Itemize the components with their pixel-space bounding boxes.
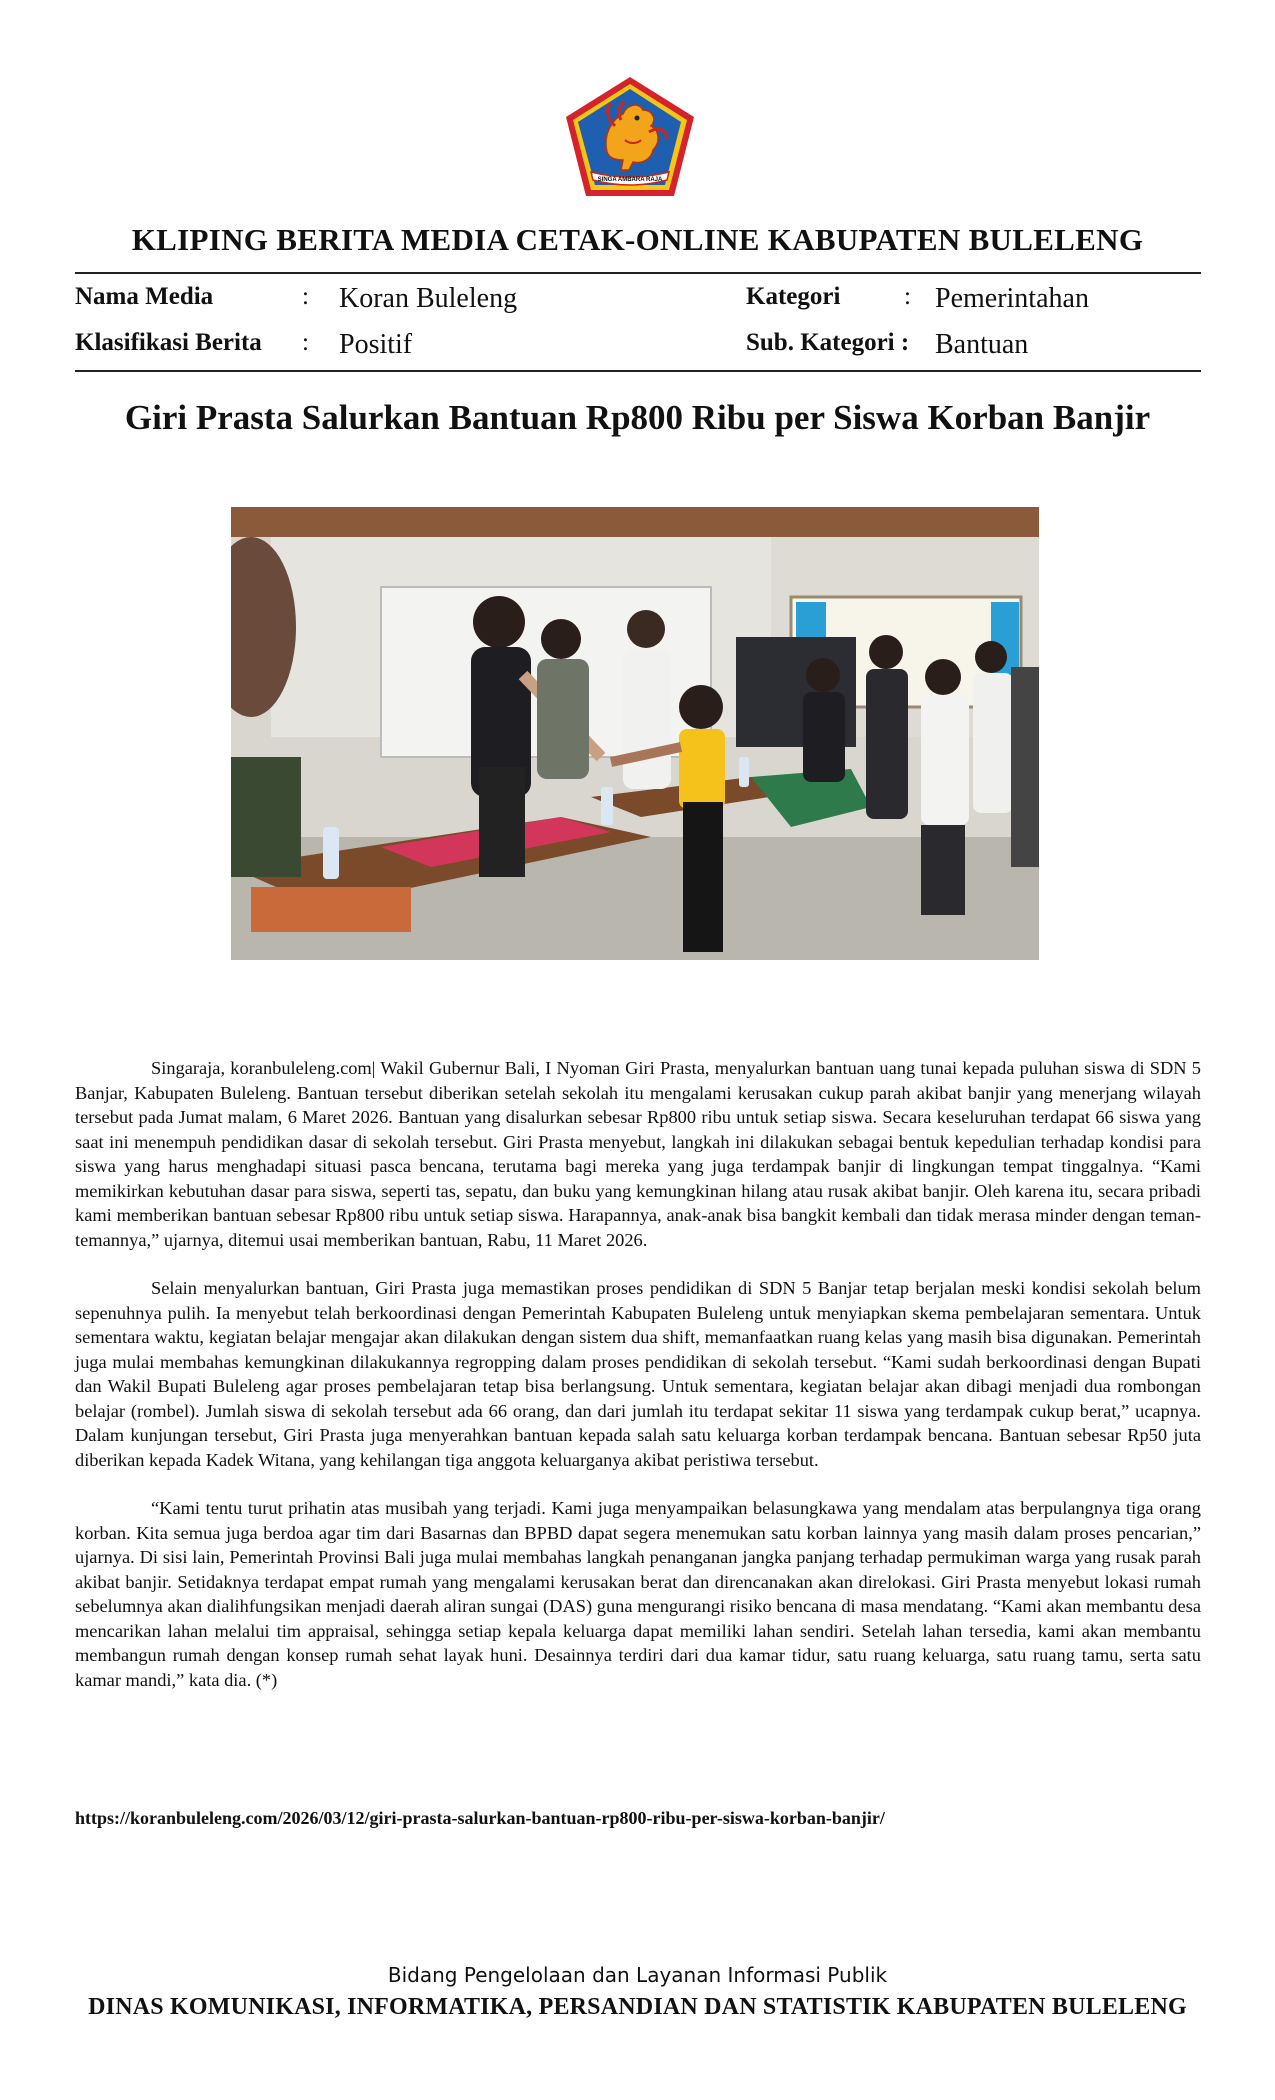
article-paragraph-1: Singaraja, koranbuleleng.com| Wakil Gubernur Bali, I Nyoman Giri Prasta, menyalurkan bantuan uang tunai kepada puluhan siswa di SDN 5 Banjar, Kabupaten Buleleng. Bantuan tersebut diberikan setelah sekolah itu mengalami kerusakan cukup parah akibat banjir yang menerjang wilayah tersebut pada Jumat malam, 6 Maret 2026. Bantuan yang disalurkan sebesar Rp800 ribu untuk setiap siswa. Secara keseluruhan terdapat 66 siswa yang saat ini menempuh pendidikan dasar di sekolah tersebut. Giri Prasta menyebut, langkah ini dilakukan sebagai bentuk kepedulian terhadap kondisi para siswa yang harus menghadapi situasi pasca bencana, terutama bagi mereka yang juga terdampak banjir di lingkungan tempat tinggalnya. “Kami memikirkan kebutuhan dasar para siswa, seperti tas, sepatu, dan buku yang kemungkinan hilang atau rusak akibat banjir. Oleh karena itu, secara pribadi kami memberikan bantuan sebesar Rp800 ribu untuk setiap siswa. Harapannya, anak-anak bisa bangkit kembali dan tidak merasa minder dengan teman-temannya,” ujarnya, ditemui usai memberikan bantuan, Rabu, 11 Maret 2026. [75, 1058, 1201, 1250]
media-name-value: Koran Buleleng [339, 283, 518, 314]
subcategory-label: Sub. Kategori : [746, 329, 910, 356]
article-body [75, 1056, 1201, 1716]
classification-colon: : [302, 329, 309, 356]
classroom-photo-illustration [231, 507, 1039, 960]
buleleng-crest-icon [563, 74, 697, 200]
media-name-label: Nama Media [75, 283, 214, 310]
source-url-link[interactable]: https://koranbuleleng.com/2026/03/12/giri-prasta-salurkan-bantuan-rp800-ribu-per-siswa-korban-banjir/ [75, 1808, 885, 1828]
article-paragraph-2: Selain menyalurkan bantuan, Giri Prasta juga memastikan proses pendidikan di SDN 5 Banjar tetap berjalan meski kondisi sekolah belum sepenuhnya pulih. Ia menyebut telah berkoordinasi dengan Pemerintah Kabupaten Buleleng untuk menyiapkan skema pembelajaran sementara. Untuk sementara waktu, kegiatan belajar mengajar akan dilakukan dengan sistem dua shift, memanfaatkan ruang kelas yang masih bisa digunakan. Pemerintah juga mulai membahas kemungkinan dilakukannya regropping dalam proses pendidikan di sekolah tersebut. “Kami sudah berkoordinasi dengan Bupati dan Wakil Bupati Buleleng agar proses pembelajaran tetap bisa berlangsung. Untuk sementara, kegiatan belajar akan dibagi menjadi dua rombongan belajar (rombel). Jumlah siswa di sekolah tersebut ada 66 orang, dan dari jumlah itu terdapat sekitar 11 siswa yang terdampak cukup berat,” ucapnya. Dalam kunjungan tersebut, Giri Prasta juga menyerahkan bantuan kepada salah satu keluarga korban terdampak bencana. Bantuan sebesar Rp50 juta diberikan kepada Kadek Witana, yang kehilangan tiga anggota keluarganya akibat peristiwa tersebut. [75, 1278, 1201, 1470]
classification-label: Klasifikasi Berita [75, 329, 262, 356]
category-colon: : [904, 283, 911, 310]
article-headline: Giri Prasta Salurkan Bantuan Rp800 Ribu per Siswa Korban Banjir [124, 398, 1151, 437]
classification-value: Positif [339, 329, 413, 360]
article-paragraph-3: “Kami tentu turut prihatin atas musibah yang terjadi. Kami juga menyampaikan belasungkawa yang mendalam atas berpulangnya tiga orang korban. Kita semua juga berdoa agar tim dari Basarnas dan BPBD dapat segera menemukan satu korban lainnya yang masih dalam proses pencarian,” ujarnya. Di sisi lain, Pemerintah Provinsi Bali juga mulai membahas langkah penanganan jangka panjang terhadap permukiman warga yang rusak parah akibat banjir. Setidaknya terdapat empat rumah yang mengalami kerusakan berat dan direncanakan akan direlokasi. Giri Prasta menyebut lokasi rumah sebelumnya akan dialihfungsikan menjadi daerah aliran sungai (DAS) guna mengurangi risiko bencana di masa mendatang. “Kami akan membantu desa mencarikan lahan melalui tim appraisal, sehingga setiap kepala keluarga dapat memiliki lahan sendiri. Setelah lahan tersedia, kami akan membantu membangun rumah dengan konsep rumah sehat layak huni. Desainnya terdiri dari dua kamar tidur, satu ruang keluarga, satu ruang tamu, serta satu kamar mandi,” kata dia. (*) [75, 1498, 1201, 1690]
buleleng-crest-logo [563, 74, 697, 200]
header-bottom-divider [75, 370, 1201, 372]
news-photo [231, 507, 1039, 960]
footer-agency-name: DINAS KOMUNIKASI, INFORMATIKA, PERSANDIAN DAN STATISTIK KABUPATEN BULELENG [88, 1994, 1187, 2020]
footer-unit-name: Bidang Pengelolaan dan Layanan Informasi Publik [387, 1963, 888, 1987]
category-value: Pemerintahan [935, 283, 1089, 314]
subcategory-value: Bantuan [935, 329, 1029, 360]
media-name-colon: : [302, 283, 309, 310]
category-label: Kategori [746, 283, 841, 310]
header-top-divider [75, 272, 1201, 274]
svg-text:SINGA AMBARA RAJA: SINGA AMBARA RAJA [597, 177, 663, 183]
clipping-title: KLIPING BERITA MEDIA CETAK-ONLINE KABUPATEN BULELENG [131, 222, 1144, 257]
